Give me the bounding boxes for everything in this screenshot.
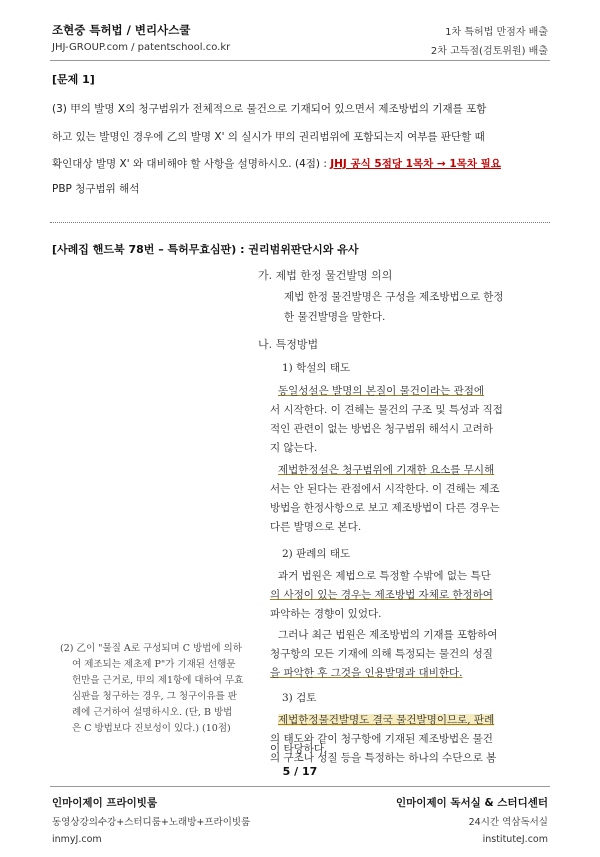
scan-text: 서 시작한다. 이 견해는 물건의 구조 및 특성과 직접 <box>270 404 503 416</box>
scan-text: 적인 관련이 없는 방법은 청구범위 해석시 고려하 <box>270 423 493 435</box>
side-text: 은 C 방법보다 진보성이 있다.) (10점) <box>72 723 231 734</box>
scan-text: 제법한정물건발명도 결국 물건발명이므로, 판례 <box>278 714 495 726</box>
pbp-label: PBP 청구범위 해석 <box>52 183 140 195</box>
scan-text: 과거 법원은 제법으로 특정할 수밖에 없는 특단 <box>278 570 491 582</box>
scan-text: 의 태도와 같이 청구항에 기재된 제조방법은 물건 <box>270 733 493 745</box>
dotted-divider <box>50 222 550 223</box>
scan-text: 그러나 최근 법원은 제조방법의 기재를 포함하여 <box>278 629 498 641</box>
question-line-2: 하고 있는 발명인 경우에 乙의 발명 X' 의 실시가 甲의 권리범위에 포함되는지 여부를 판단할 때 <box>52 130 485 143</box>
scan-subheading-2: 2) 판례의 태도 <box>282 548 351 560</box>
scan-text: 다른 발명으로 본다. <box>270 521 362 533</box>
side-text: 례에 근거하여 설명하시오. (단, B 방법 <box>72 707 233 718</box>
scan-text: 의 사정이 있는 경우는 제조방법 자체로 한정하여 <box>270 589 493 601</box>
header-badge-2: 2차 고득점(검토위원) 배출 <box>430 46 548 57</box>
scan-text: 지 않는다. <box>270 442 318 454</box>
scan-text: 을 파악한 후 그것을 인용발명과 대비한다. <box>270 667 463 679</box>
question-line-3-text: 확인대상 발명 X' 와 대비해야 할 사항을 설명하시오. (4점) : <box>52 158 331 170</box>
footer-right-sub: 24시간 역삼독서실 <box>468 817 548 828</box>
question-title: [문제 1] <box>52 73 95 86</box>
question-body <box>52 96 552 179</box>
scan-text-last: 이 타당하다. <box>270 743 328 755</box>
scanned-side-question <box>60 640 260 740</box>
side-text: 헌만을 근거로, 甲의 제1항에 대하여 무효 <box>72 675 244 686</box>
case-title: [사례집 핸드북 78번 – 특허무효심판) : 권리범위판단시와 유사 <box>52 243 359 256</box>
scan-text: 한 물건발명을 말한다. <box>284 311 386 323</box>
page-number: 5 / 17 <box>282 765 318 778</box>
scan-text: 제법한정설은 청구범위에 기재한 요소를 무시해 <box>278 464 495 476</box>
side-text: (2) 乙이 "물질 A로 구성되며 C 방법에 의하 <box>60 643 242 654</box>
scanned-page-image <box>258 263 558 764</box>
header-title: 조현중 특허법 / 변리사스쿨 <box>52 23 191 37</box>
scan-heading-na: 나. 특정방법 <box>258 338 319 351</box>
scan-text: 동일성설은 발명의 본질이 물건이라는 관점에 <box>278 385 485 397</box>
scan-text: 청구항의 모든 기재에 의해 특정되는 물건의 성질 <box>270 648 493 660</box>
footer-right-title: 인마이제이 독서실 & 스터디센터 <box>396 797 548 809</box>
jhj-formula-note: JHJ 공식 5점당 1목차 → 1목차 필요 <box>330 158 501 170</box>
scan-text: 의 구조나 성질 등을 특정하는 하나의 수단으로 봄 <box>270 752 497 764</box>
question-line-1: (3) 甲의 발명 X의 청구범위가 전체적으로 물건으로 기재되어 있으면서 제조방법의 기재를 포함 <box>52 103 487 115</box>
footer-left-sub: 동영상강의수강+스터디룸+노래방+프라이빗룸 <box>52 817 251 828</box>
side-text: 여 제조되는 제초제 P"가 기재된 선행문 <box>72 659 236 670</box>
scan-subheading-1: 1) 학설의 태도 <box>282 362 351 374</box>
side-text: 심판을 청구하는 경우, 그 청구이유를 판 <box>72 691 237 702</box>
header-divider <box>50 60 550 61</box>
scan-text: 서는 안 된다는 관점에서 시작한다. 이 견해는 제조 <box>270 483 500 495</box>
scan-text: 파악하는 경향이 있었다. <box>270 608 382 620</box>
header-urls: JHJ-GROUP.com / patentschool.co.kr <box>52 42 231 53</box>
footer-right-url[interactable]: instituteJ.com <box>482 834 548 845</box>
footer-left-url[interactable]: inmyJ.com <box>52 834 102 845</box>
scan-heading-ga: 가. 제법 한정 물건발명 의의 <box>258 269 393 282</box>
footer-divider <box>50 786 550 787</box>
scan-subheading-3: 3) 검토 <box>282 692 317 704</box>
footer-left-title: 인마이제이 프라이빗룸 <box>52 797 158 809</box>
header-badge-1: 1차 특허법 만점자 배출 <box>445 27 548 38</box>
scan-text: 제법 한정 물건발명은 구성을 제조방법으로 한정 <box>284 291 504 303</box>
scan-text: 방법을 한정사항으로 보고 제조방법이 다른 경우는 <box>270 502 500 514</box>
question-line-3 <box>52 151 552 179</box>
